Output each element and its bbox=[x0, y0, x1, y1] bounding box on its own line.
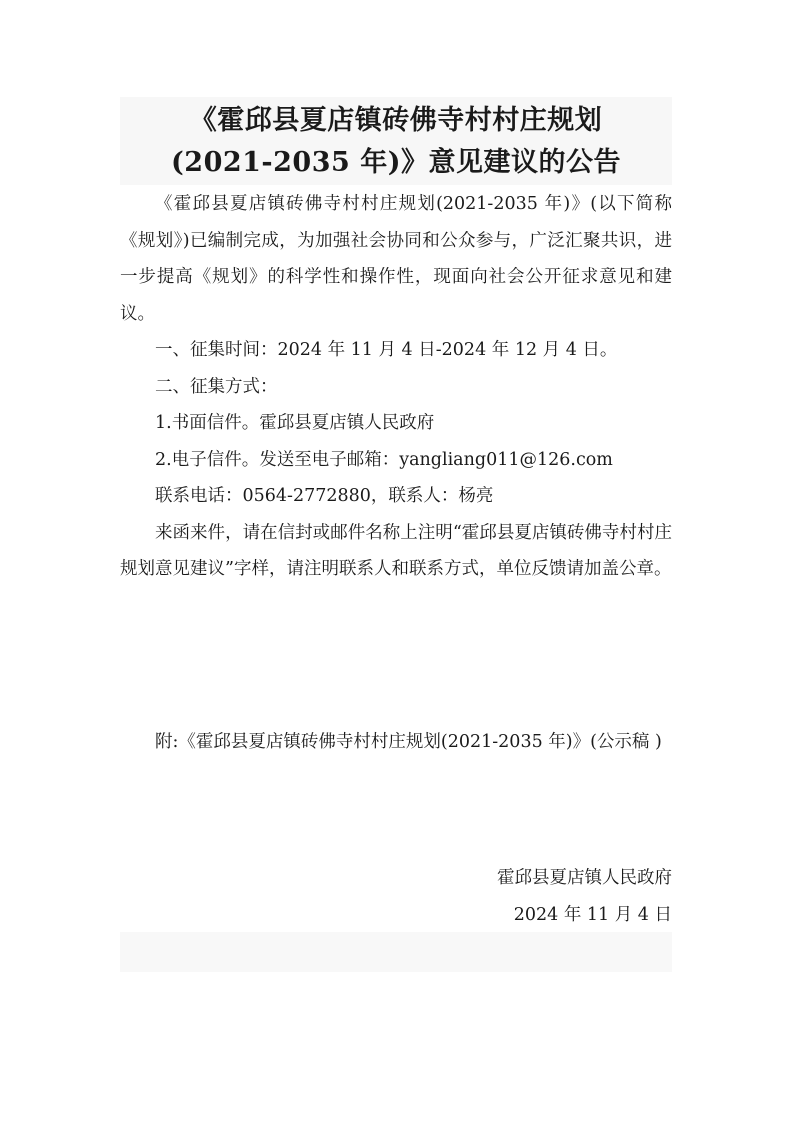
page-title bbox=[120, 100, 672, 184]
collection-method-heading: 二、征集方式： bbox=[155, 376, 278, 397]
signature-date: 2024 年 11 月 4 日 bbox=[513, 905, 672, 925]
notice-body bbox=[120, 186, 672, 760]
intro-paragraph: 《霍邱县夏店镇砖佛寺村村庄规划(2021-2035 年)》(以下简称《规划》)已编制完成，为加强社会协同和公众参与，广泛汇聚共识，进一步提高《规划》的科学性和操作性，现面向社会公开征求意见和建议。 bbox=[120, 194, 672, 324]
attachment-link[interactable]: 附:《霍邱县夏店镇砖佛寺村村庄规划(2021-2035 年)》(公示稿 ) bbox=[155, 731, 662, 752]
method-written-letter: 1.书面信件。霍邱县夏店镇人民政府 bbox=[155, 413, 435, 433]
submission-note: 来函来件，请在信封或邮件名称上注明“霍邱县夏店镇砖佛寺村村庄规划意见建议”字样，请注明联系人和联系方式，单位反馈请加盖公章。 bbox=[120, 522, 672, 579]
spacer bbox=[120, 588, 672, 724]
title-line-1: 《霍邱县夏店镇砖佛寺村村庄规划 bbox=[189, 105, 603, 136]
collection-period: 一、征集时间：2024 年 11 月 4 日-2024 年 12 月 4 日。 bbox=[155, 340, 618, 360]
method-email: 2.电子信件。发送至电子邮箱：yangliang011@126.com bbox=[155, 449, 613, 470]
contact-info: 联系电话：0564-2772880，联系人：杨亮 bbox=[155, 486, 494, 506]
title-line-2: (2021-2035 年)》意见建议的公告 bbox=[171, 147, 621, 178]
footer-highlight bbox=[120, 932, 672, 972]
signature-org: 霍邱县夏店镇人民政府 bbox=[497, 868, 672, 888]
